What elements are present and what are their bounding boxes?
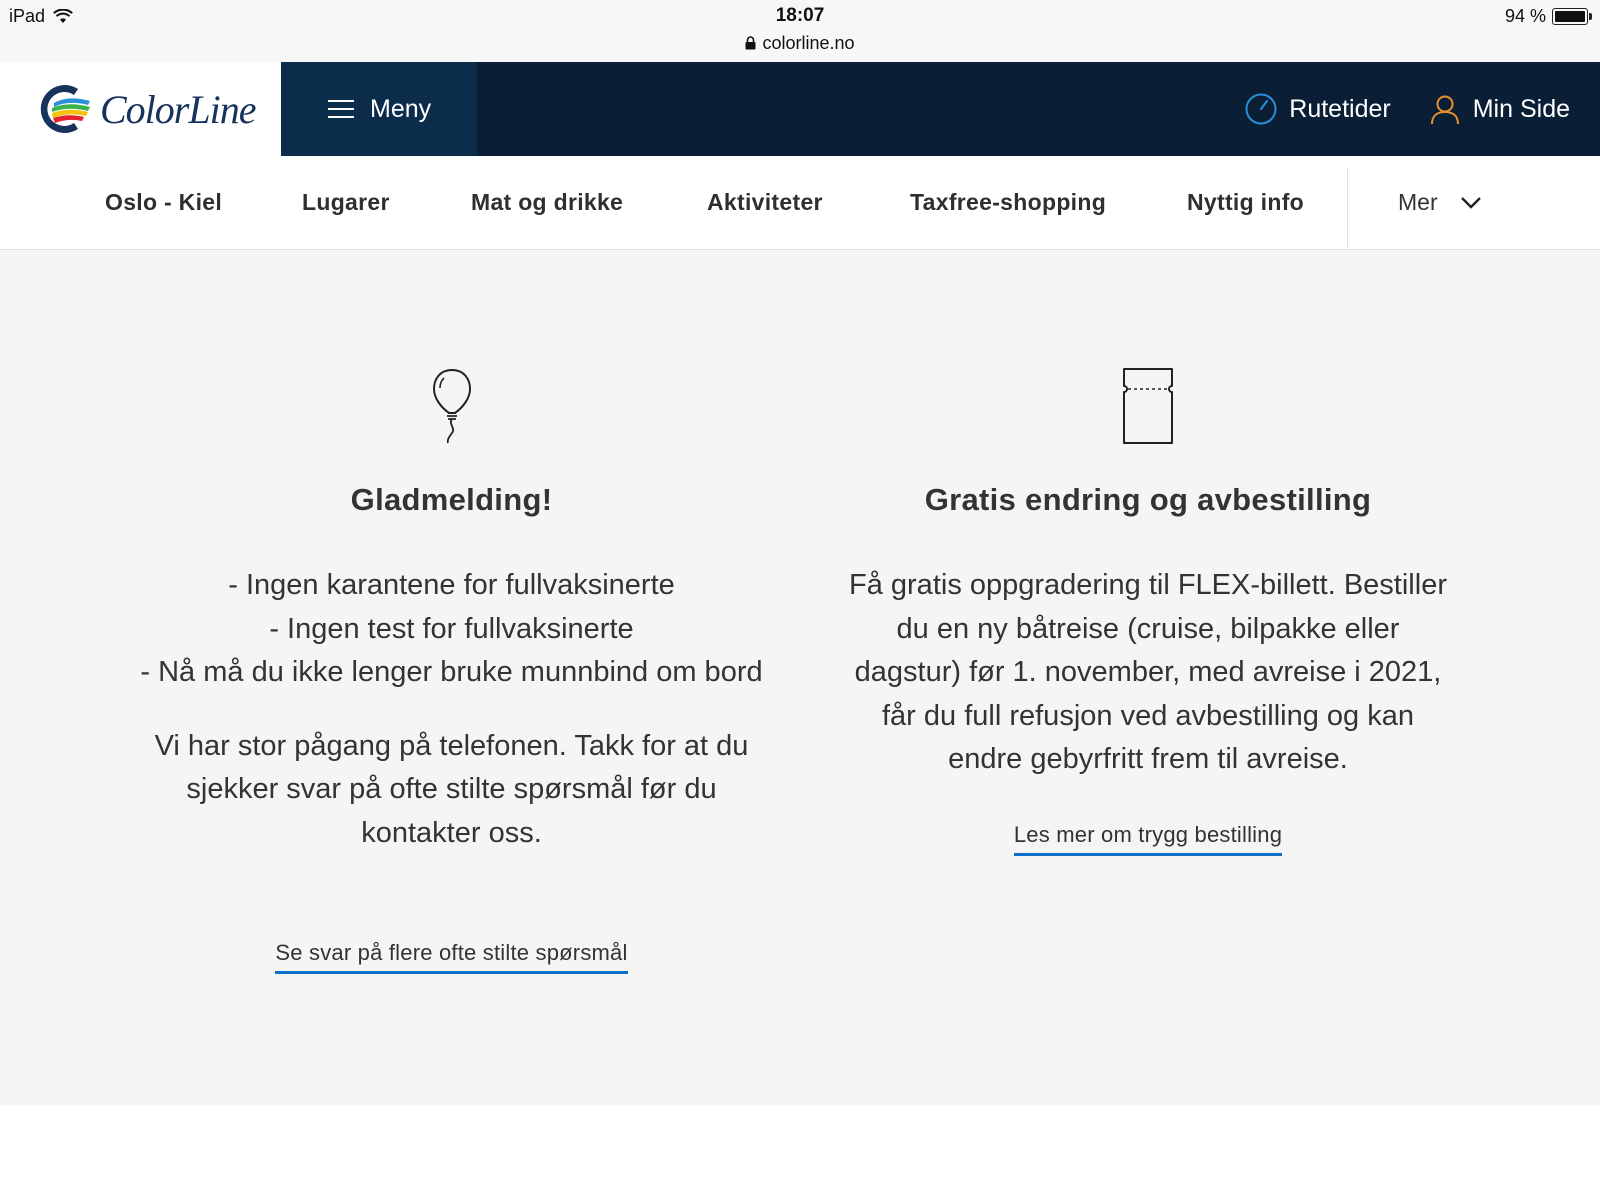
- free-change-title: Gratis endring og avbestilling: [924, 482, 1372, 517]
- battery-icon: [1552, 8, 1588, 25]
- subnav-item-taxfree-shopping[interactable]: Taxfree-shopping: [910, 189, 1107, 215]
- site-header: [0, 62, 1600, 156]
- status-bar: [0, 0, 1600, 62]
- subnav-item-oslo-kiel[interactable]: Oslo - Kiel: [105, 189, 223, 215]
- info-section: [0, 250, 1600, 1105]
- free-change-paragraph: Få gratis oppgradering til FLEX-billett. Bestiller du en ny båtreise (cruise, bilpakke eller dagstur) før 1. november, med avreise i 2021, får du full refusjon ved avbestilling og kan endre gebyrfritt frem til avreise.: [849, 569, 1447, 775]
- my-page-link[interactable]: [1429, 93, 1570, 125]
- good-news-line: - Nå må du ikke lenger bruke munnbind om bord: [140, 656, 763, 688]
- subnav-divider: [1347, 168, 1348, 248]
- logo-text: ColorLine: [100, 86, 256, 132]
- faq-link[interactable]: Se svar på flere ofte stilte spørsmål: [275, 940, 627, 974]
- faq-link-wrap: [140, 940, 763, 974]
- ticket-icon: [1121, 366, 1175, 446]
- lock-icon: [745, 36, 756, 50]
- battery-percent: 94 %: [1504, 6, 1546, 26]
- subnav-item-lugarer[interactable]: Lugarer: [302, 189, 390, 215]
- sub-navigation: [0, 156, 1600, 250]
- safe-booking-link-wrap: [843, 822, 1453, 856]
- timetable-label: Rutetider: [1289, 94, 1391, 123]
- free-change-text: [843, 564, 1453, 782]
- safe-booking-link[interactable]: Les mer om trygg bestilling: [1014, 822, 1282, 856]
- header-actions: [1207, 62, 1570, 156]
- good-news-text: [140, 564, 763, 855]
- icon-container: [140, 366, 763, 446]
- address-bar[interactable]: [0, 32, 1600, 54]
- good-news-line: - Ingen karantene for fullvaksinerte: [228, 569, 675, 601]
- url-text: colorline.no: [762, 32, 855, 53]
- footer-area: [0, 1105, 1600, 1200]
- phone-notice-text: Vi har stor pågang på telefonen. Takk for at du sjekker svar på ofte stilte spørsmål før du kontakter oss.: [154, 729, 749, 849]
- device-name: iPad: [9, 6, 46, 26]
- good-news-title: Gladmelding!: [350, 482, 553, 517]
- subnav-item-nyttig-info[interactable]: Nyttig info: [1187, 189, 1304, 215]
- subnav-more-dropdown[interactable]: [1398, 156, 1482, 249]
- menu-label: Meny: [370, 94, 432, 123]
- good-news-line: - Ingen test for fullvaksinerte: [269, 612, 634, 645]
- hamburger-icon: [328, 99, 354, 119]
- chevron-down-icon: [1460, 196, 1482, 210]
- menu-button[interactable]: [281, 62, 477, 156]
- more-label: Mer: [1398, 189, 1438, 215]
- subnav-item-mat-og-drikke[interactable]: Mat og drikke: [471, 189, 624, 215]
- clock-icon: [1245, 93, 1277, 125]
- balloon-icon: [427, 366, 477, 450]
- user-icon: [1429, 93, 1461, 125]
- timetable-link[interactable]: [1245, 93, 1390, 125]
- logo-link[interactable]: [0, 62, 281, 156]
- my-page-label: Min Side: [1472, 94, 1570, 123]
- status-right: [1505, 6, 1588, 27]
- status-time: 18:07: [775, 5, 825, 26]
- icon-container: [843, 366, 1453, 446]
- colorline-logo-icon: [38, 81, 94, 137]
- subnav-item-aktiviteter[interactable]: Aktiviteter: [707, 189, 823, 215]
